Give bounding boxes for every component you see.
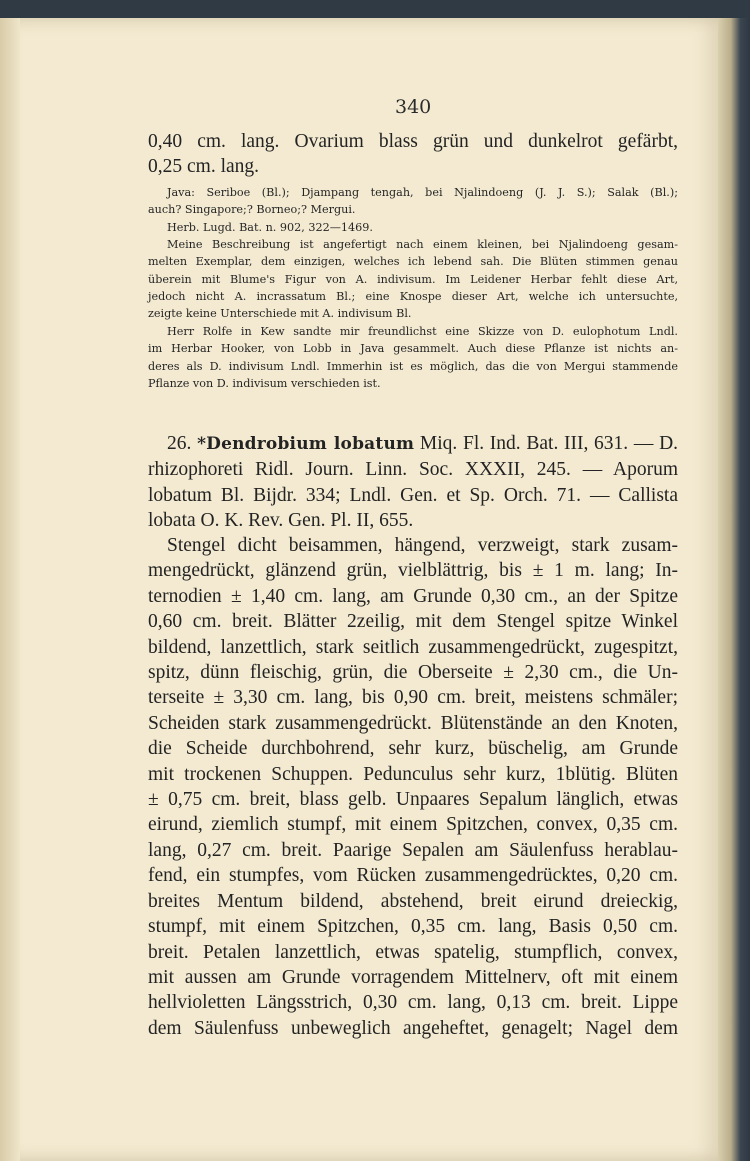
description-line: bildend, lanzettlich, stark seitlich zusammengedrückt, zugespitzt, xyxy=(148,636,678,658)
description-note xyxy=(148,236,678,322)
description-note-line: überein mit Blume's Figur von A. indivisum. Im Leidener Herbar fehlt diese Art, xyxy=(148,272,678,286)
distribution-line: auch? Singapore;? Borneo;? Mergui. xyxy=(148,203,356,217)
description-note-line: melten Exemplar, dem einzigen, welches ich lebend sah. Die Blüten stimmen genau xyxy=(148,255,678,269)
description-line: 0,60 cm. breit. Blätter 2zeilig, mit dem Stengel spitze Winkel xyxy=(148,611,678,633)
description-line: hellvioletten Längsstrich, 0,30 cm. lang, 0,13 cm. breit. Lippe xyxy=(148,992,678,1014)
continuation-line: 0,40 cm. lang. Ovarium blass grün und dunkelrot gefärbt, xyxy=(148,131,678,152)
description-note-line: Meine Beschreibung ist angefertigt nach einem kleinen, bei Njalindoeng gesam- xyxy=(167,238,678,251)
description-line: ternodien ± 1,40 cm. lang, am Grunde 0,30 cm., an der Spitze xyxy=(148,585,678,607)
rolfe-note-line: Pflanze von D. indivisum verschieden ist. xyxy=(148,376,381,390)
description-line: mit trockenen Schuppen. Pedunculus sehr kurz, 1blütig. Blüten xyxy=(148,763,678,785)
page-number: 340 xyxy=(395,96,432,118)
synonymy-line: lobata O. K. Rev. Gen. Pl. II, 655. xyxy=(148,510,414,532)
description-line: die Scheide durchbohrend, sehr kurz, büschelig, am Grunde xyxy=(148,738,678,760)
description-line: breit. Petalen lanzettlich, etwas spatelig, stumpflich, convex, xyxy=(148,941,678,963)
description-line: Stengel dicht beisammen, hängend, verzweigt, stark zusam- xyxy=(167,535,678,556)
rolfe-note xyxy=(148,323,678,392)
description-line: mit aussen am Grunde vorragendem Mittelnerv, oft mit einem xyxy=(148,966,678,988)
rolfe-note-line: Herr Rolfe in Kew sandte mir freundlichst eine Skizze von D. eulophotum Lndl. xyxy=(167,325,678,338)
synonymy-line: lobatum Bl. Bijdr. 334; Lndl. Gen. et Sp. Orch. 71. — Callista xyxy=(148,484,678,506)
description-line: terseite ± 3,30 cm. lang, bis 0,90 cm. breit, meistens schmäler; xyxy=(148,687,678,709)
description-line: spitz, dünn fleischig, grün, die Oberseite ± 2,30 cm., die Un- xyxy=(148,662,678,684)
synonymy-line: Miq. Fl. Ind. Bat. III, 631. — D. xyxy=(419,433,679,454)
species-description xyxy=(148,533,678,1041)
description-line: mengedrückt, glänzend grün, vielblättrig, bis ± 1 m. lang; In- xyxy=(148,560,678,582)
description-line: breites Mentum bildend, abstehend, breit eirund dreieckig, xyxy=(148,890,678,912)
herbarium-reference: Herb. Lugd. Bat. n. 902, 322—1469. xyxy=(167,220,373,234)
description-line: fend, ein stumpfes, vom Rücken zusammengedrücktes, 0,20 cm. xyxy=(148,865,678,887)
description-line: dem Säulenfuss unbeweglich angeheftet, genagelt; Nagel dem xyxy=(148,1017,678,1039)
species-name: *Dendrobium lobatum xyxy=(197,434,415,454)
description-line: ± 0,75 cm. breit, blass gelb. Unpaares Sepalum länglich, etwas xyxy=(148,789,678,811)
description-line: stumpf, mit einem Spitzchen, 0,35 cm. lang, Basis 0,50 cm. xyxy=(148,916,678,938)
description-note-line: zeigte keine Unterschiede mit A. indivisum Bl. xyxy=(148,307,412,321)
rolfe-note-line: im Herbar Hooker, von Lobb in Java gesammelt. Auch diese Pflanze ist nichts an- xyxy=(148,342,678,356)
synonymy-line: rhizophoreti Ridl. Journ. Linn. Soc. XXXII, 245. — Aporum xyxy=(148,459,678,481)
rolfe-note-line: deres als D. indivisum Lndl. Immerhin ist es möglich, das die von Mergui stammende xyxy=(148,359,678,373)
description-line: lang, 0,27 cm. breit. Paarige Sepalen am Säulenfuss herablau- xyxy=(148,839,678,861)
distribution-line: Java: Seriboe (Bl.); Djampang tengah, bei Njalindoeng (J. J. S.); Salak (Bl.); xyxy=(167,186,678,199)
description-line: eirund, ziemlich stumpf, mit einem Spitzchen, convex, 0,35 cm. xyxy=(148,814,678,836)
distribution-note xyxy=(148,184,678,236)
species-entry xyxy=(148,431,678,534)
continuation-text xyxy=(148,129,678,180)
continuation-line: 0,25 cm. lang. xyxy=(148,156,260,178)
description-note-line: jedoch nicht A. incrassatum Bl.; eine Knospe dieser Art, welche ich untersuchte, xyxy=(148,289,678,303)
page-right-edge xyxy=(718,18,750,1161)
species-number: 26. xyxy=(167,433,192,454)
species-heading-line xyxy=(148,431,678,457)
description-line: Scheiden stark zusammengedrückt. Blütenstände an den Knoten, xyxy=(148,712,678,734)
page-left-edge xyxy=(0,18,20,1161)
